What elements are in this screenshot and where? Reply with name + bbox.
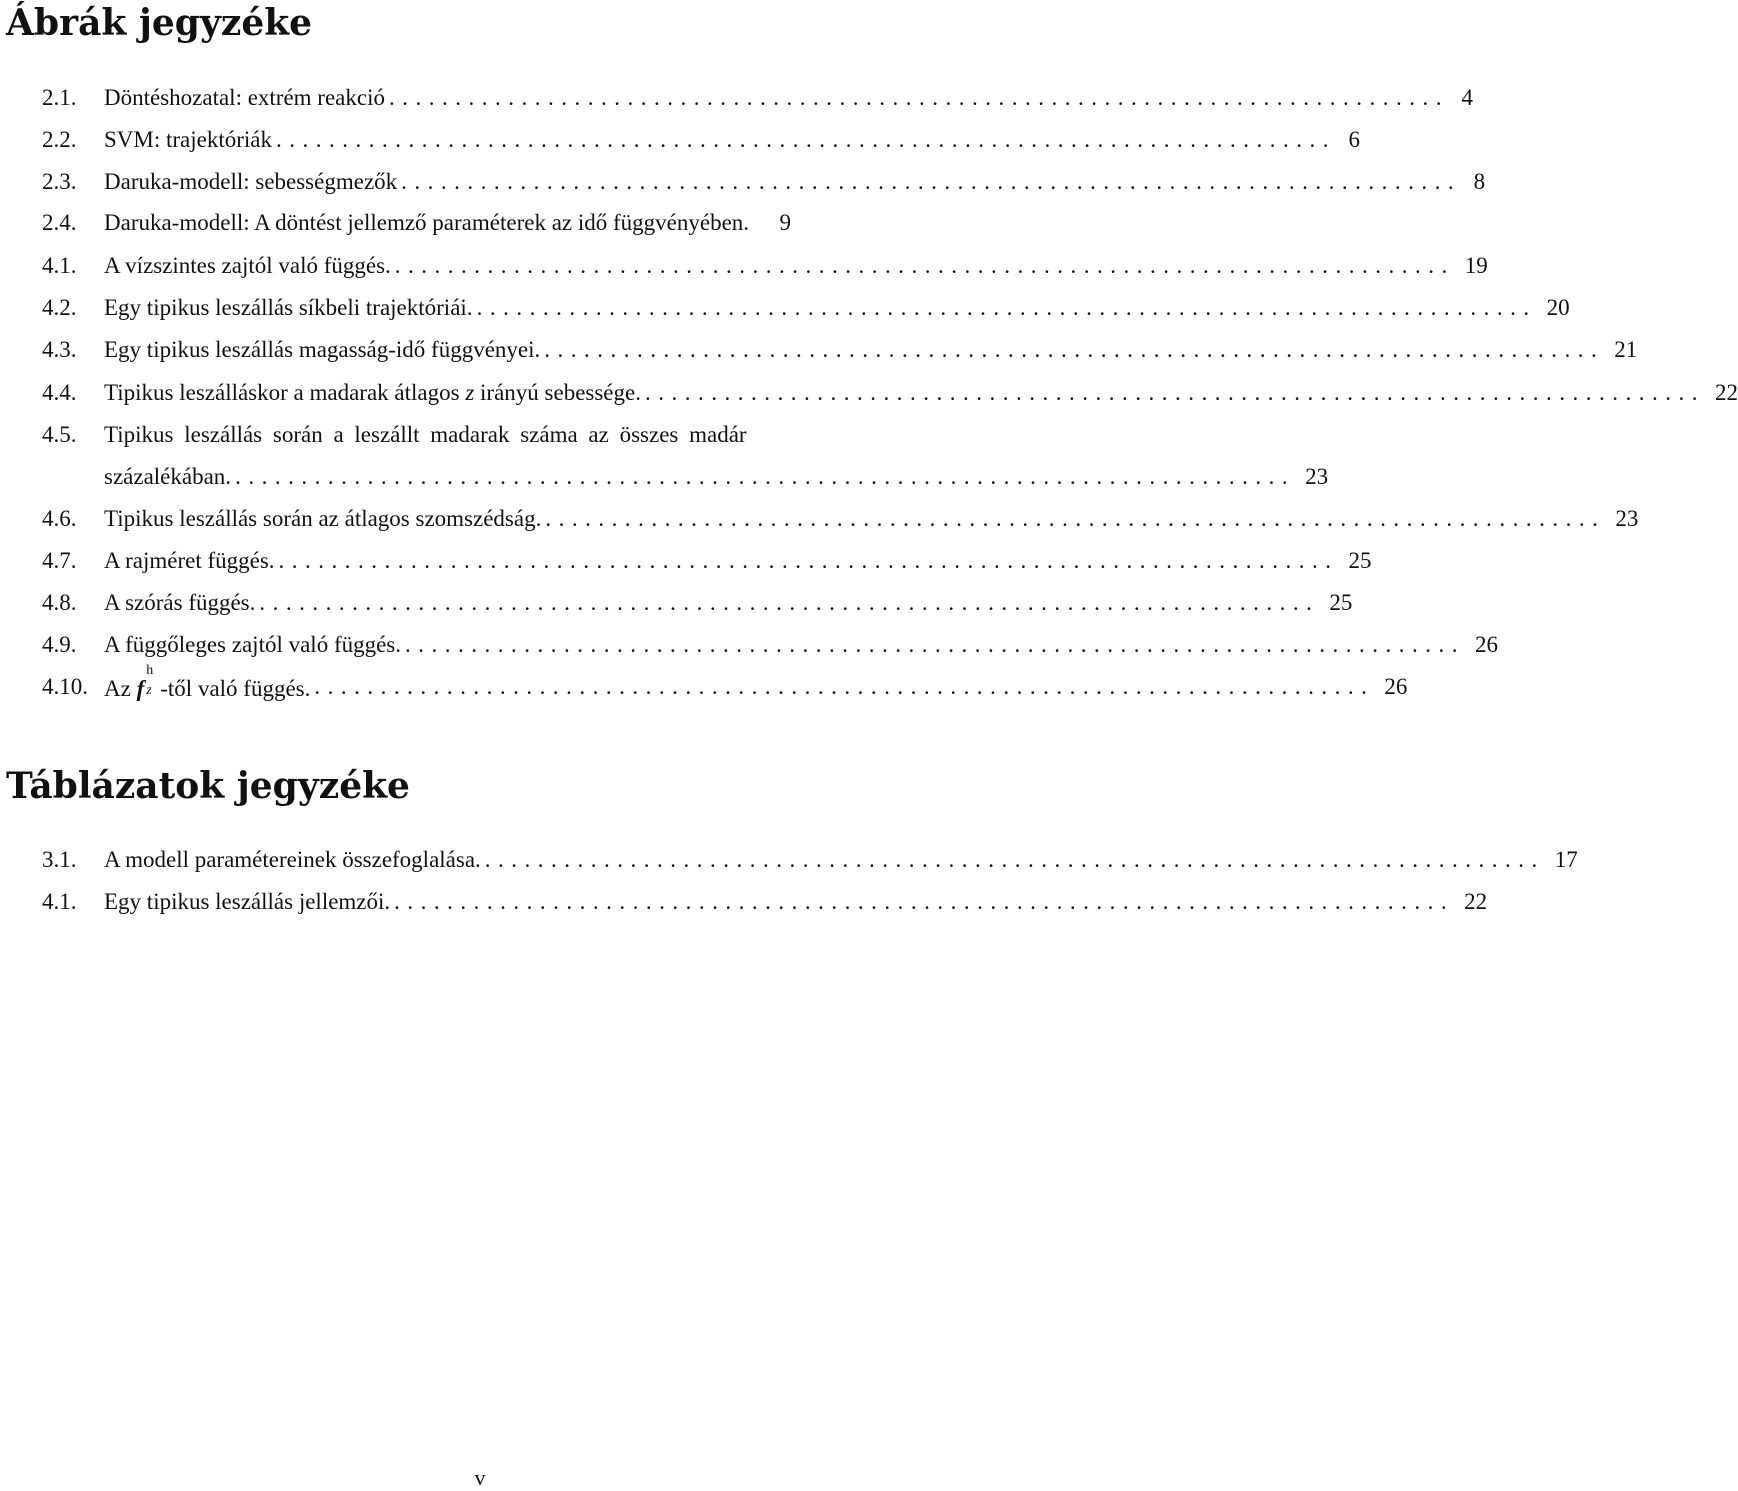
entry-title: A függőleges zajtól való függés.	[104, 632, 402, 657]
entry-page: 23	[1305, 464, 1329, 489]
title-text: Tipikus leszálláskor a madarak átlagos	[104, 380, 466, 405]
math-symbol-f: f	[136, 675, 145, 701]
entry-number: 4.7.	[42, 548, 77, 573]
entry-number: 4.8.	[42, 590, 77, 615]
math-subscript: z	[146, 682, 152, 698]
figure-entry[interactable]	[42, 623, 1499, 667]
dot-leader: ................................................................................	[278, 548, 1339, 573]
entry-title: A rajméret függés.	[104, 548, 275, 573]
table-entry[interactable]	[42, 880, 1488, 924]
entry-number: 4.1.	[42, 253, 77, 278]
entry-title: Tipikus leszállás során az átlagos szomszédság.	[104, 506, 542, 531]
entry-page: 17	[1554, 847, 1578, 872]
entry-title: A szórás függés.	[104, 590, 256, 615]
entry-number: 2.2.	[42, 127, 77, 152]
entry-number: 2.4.	[42, 210, 77, 235]
math-variable-z: z	[465, 380, 475, 405]
entry-title: Daruka-modell: sebességmezők	[104, 169, 398, 194]
entry-page: 20	[1546, 295, 1570, 320]
entry-title: Egy tipikus leszállás jellemzői.	[104, 889, 391, 914]
entry-number: 2.3.	[42, 169, 77, 194]
entry-number: 4.5.	[42, 422, 77, 447]
figure-entry[interactable]	[42, 539, 1372, 583]
entry-page: 22	[1464, 889, 1488, 914]
dot-leader: ................................................................................	[235, 464, 1296, 489]
math-superscript: h	[146, 662, 154, 678]
dot-leader: ................................................................................	[314, 674, 1375, 699]
entry-number: 4.4.	[42, 380, 77, 405]
figure-entry[interactable]	[42, 328, 1638, 372]
figure-entry[interactable]	[42, 422, 1329, 489]
figure-entry[interactable]	[42, 76, 1473, 120]
entry-page: 8	[1473, 169, 1486, 194]
entry-title: A vízszintes zajtól való függés.	[104, 253, 391, 278]
entry-title: Egy tipikus leszállás magasság-idő függvényei.	[104, 337, 541, 362]
dot-leader: ................................................................................	[401, 169, 1462, 194]
dot-leader: ................................................................................	[259, 590, 1320, 615]
figure-entry[interactable]	[42, 244, 1488, 288]
page-number: v	[474, 1465, 486, 1490]
entry-number: 4.10.	[42, 674, 88, 699]
entry-page: 22	[1714, 380, 1738, 405]
dot-leader: ................................................................................	[389, 85, 1449, 110]
dot-leader: ................................................................................	[476, 295, 1537, 320]
entry-page: 19	[1464, 253, 1488, 278]
dot-leader: ................................................................................	[394, 253, 1455, 278]
title-text: irányú sebessége.	[474, 380, 641, 405]
entry-page: 26	[1384, 674, 1408, 699]
dot-leader: ................................................................................	[405, 632, 1466, 657]
figure-entry[interactable]	[42, 581, 1353, 625]
entry-page: 4	[1461, 85, 1473, 110]
entry-title	[104, 662, 311, 702]
figure-entry[interactable]	[42, 118, 1360, 162]
figure-entry[interactable]	[42, 201, 956, 245]
figure-entry[interactable]	[42, 371, 1738, 415]
list-of-tables-heading: Táblázatok jegyzéke	[6, 765, 410, 807]
dot-leader: ................................................................................	[276, 127, 1336, 152]
list-of-figures-heading: Ábrák jegyzéke	[6, 2, 313, 44]
dot-leader: ................................................................................	[544, 337, 1605, 362]
figure-entry[interactable]	[42, 286, 1570, 330]
entry-title	[104, 380, 641, 406]
table-entry[interactable]	[42, 838, 1578, 882]
entry-number: 4.1.	[42, 889, 77, 914]
entry-number: 2.1.	[42, 85, 77, 110]
figure-entry[interactable]	[42, 160, 1486, 204]
entry-title-continued: százalékában.	[104, 464, 232, 489]
entry-title: Daruka-modell: A döntést jellemző paraméterek az idő függvényében.	[104, 210, 750, 235]
entry-title: Döntéshozatal: extrém reakció	[104, 85, 385, 110]
figure-entry[interactable]	[42, 497, 1639, 541]
math-sup-sub	[144, 662, 160, 698]
dot-leader: ................................................................................	[484, 847, 1545, 872]
entry-page: 21	[1614, 337, 1638, 362]
dot-leader: ................................................................................	[545, 506, 1606, 531]
entry-page: 25	[1348, 548, 1372, 573]
dot-leader: ................................................................................	[644, 380, 1705, 405]
entry-number: 4.6.	[42, 506, 77, 531]
figure-entry[interactable]	[42, 662, 1408, 709]
entry-title: Egy tipikus leszállás síkbeli trajektóriái.	[104, 295, 473, 320]
entry-number: 4.9.	[42, 632, 77, 657]
entry-page: 9	[779, 210, 792, 235]
title-text: -től való függés.	[160, 675, 311, 701]
entry-title: SVM: trajektóriák	[104, 127, 272, 152]
entry-title: Tipikus leszállás során a leszállt madarak száma az összes madár	[104, 422, 747, 447]
entry-title: A modell paramétereinek összefoglalása.	[104, 847, 481, 872]
entry-page: 6	[1348, 127, 1360, 152]
entry-page: 25	[1329, 590, 1353, 615]
entry-number: 4.3.	[42, 337, 77, 362]
entry-page: 26	[1475, 632, 1499, 657]
entry-number: 4.2.	[42, 295, 77, 320]
title-text: Az	[104, 675, 137, 701]
entry-number: 3.1.	[42, 847, 77, 872]
entry-page: 23	[1615, 506, 1639, 531]
dot-leader: ................................................................................	[394, 889, 1455, 914]
